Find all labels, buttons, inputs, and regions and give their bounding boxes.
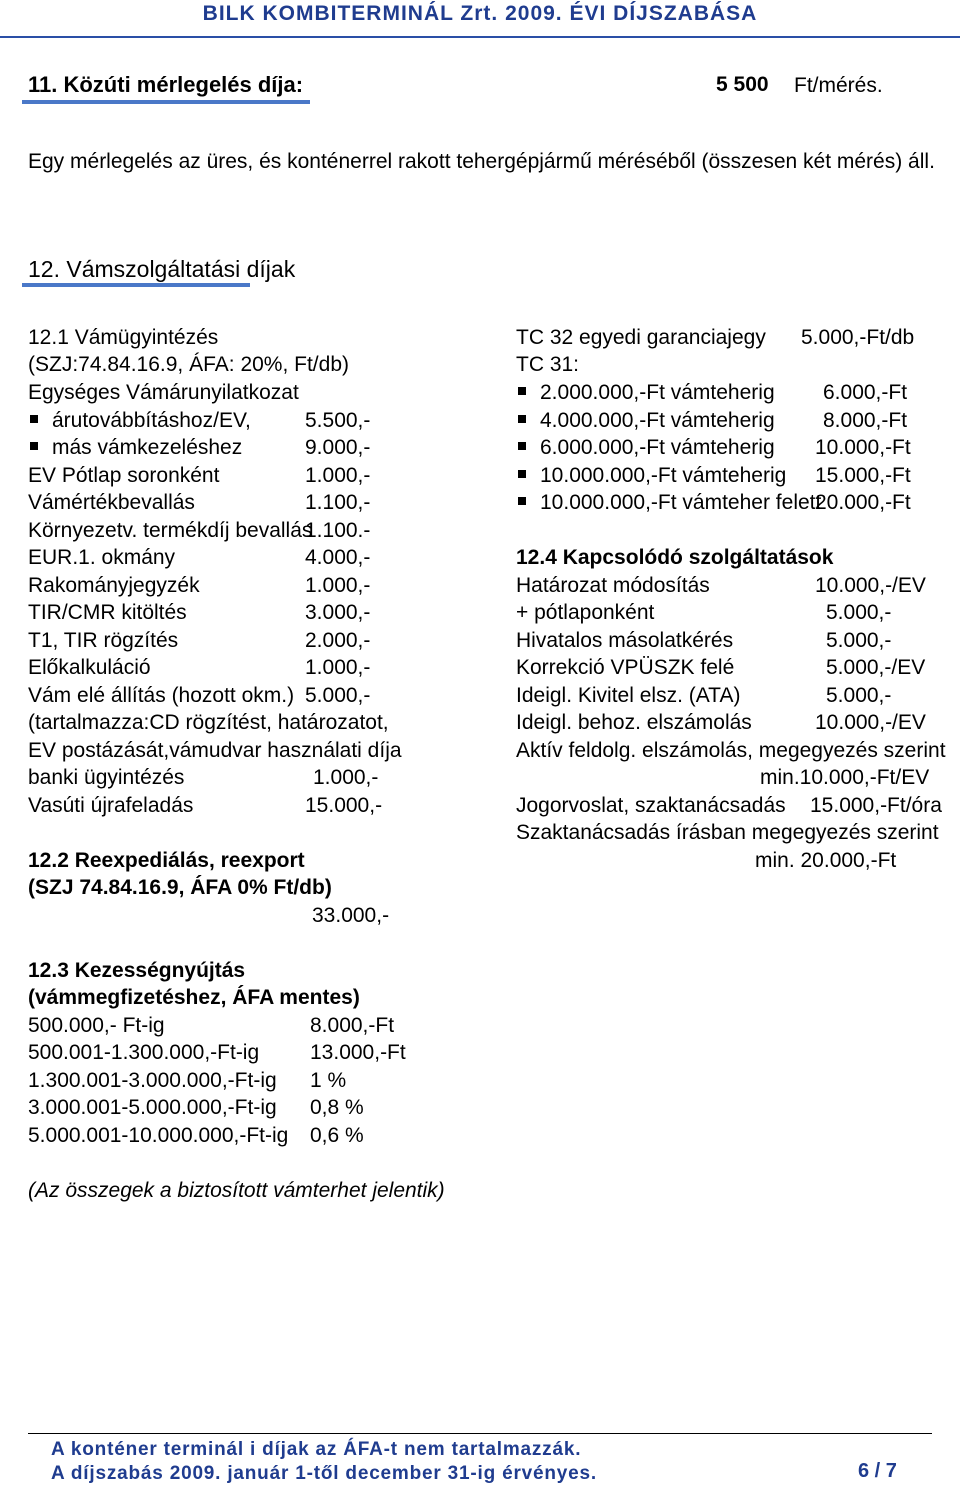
item-label: Rakományjegyzék [28,574,200,597]
item-label: T1, TIR rögzítés [28,629,179,652]
subsection-12-1-subtitle: (SZJ:74.84.16.9, ÁFA: 20%, Ft/db) [28,353,349,376]
item-label: Környezetv. termékdíj bevallás [28,519,313,542]
item-value: 1.000,- [305,574,371,597]
item-value: 1.100.- [305,519,371,542]
item-label: Aktív feldolg. elszámolás, megegyezés szerint [516,739,946,762]
subsection-12-1-title: 12.1 Vámügyintézés [28,326,219,349]
list-item [518,464,786,488]
item-value: 10.000,-Ft [815,436,911,459]
item-value: 10.000,-/EV [815,711,926,734]
item-value: 20.000,-Ft [815,491,911,514]
bullet-icon [518,497,526,505]
section-11-title: 11. Közúti mérlegelés díja: [28,72,304,97]
tc31-label: TC 31: [516,353,580,376]
note-line: EV postázását,vámudvar használati díja [28,739,402,762]
item-label: Ideigl. behoz. elszámolás [516,711,752,734]
item-value: 15.000,-Ft [815,464,911,487]
item-label: EV Pótlap soronként [28,464,220,487]
bullet-icon [518,387,526,395]
page-number: 6 / 7 [858,1460,897,1482]
item-value: min.10.000,-Ft/EV [760,766,930,789]
item-value: 1.000,- [305,464,371,487]
subsection-12-2-subtitle: (SZJ 74.84.16.9, ÁFA 0% Ft/db) [28,876,332,899]
footer-vat-note: A konténer terminál i díjak az ÁFA-t nem tartalmazzák. [51,1439,582,1460]
item-label: 1.300.001-3.000.000,-Ft-ig [28,1069,277,1092]
bullet-icon [30,442,38,450]
list-item [30,409,251,433]
item-value: 15.000,- [305,794,383,817]
section-11-description: Egy mérlegelés az üres, és konténerrel rakott tehergépjármű méréséből (összesen két mérés) áll. [28,150,935,173]
item-label: Határozat módosítás [516,574,710,597]
note-line: (tartalmazza:CD rögzítést, határozatot, [28,711,389,734]
item-label: TC 32 egyedi garanciajegy [516,326,766,349]
header-rule [0,36,960,38]
subsection-12-4-title: 12.4 Kapcsolódó szolgáltatások [516,546,834,569]
item-label: 500.001-1.300.000,-Ft-ig [28,1041,260,1064]
item-value: 0,6 % [310,1124,364,1147]
item-value: 1.100,- [305,491,371,514]
item-value: 5.000,-Ft/db [801,326,915,349]
item-label: + pótlaponként [516,601,655,624]
item-label: Jogorvoslat, szaktanácsadás [516,794,786,817]
item-value: 3.000,- [305,601,371,624]
section-12-title: 12. Vámszolgáltatási díjak [28,256,296,282]
item-value: 33.000,- [312,904,390,927]
list-item [518,491,821,515]
item-value: 1 % [310,1069,347,1092]
bullet-icon [518,470,526,478]
item-value: 6.000,-Ft [823,381,908,404]
subsection-12-3-title: 12.3 Kezességnyújtás [28,959,246,982]
item-value: 5.500,- [305,409,371,432]
item-label: Vámértékbevallás [28,491,195,514]
item-label: Vám elé állítás (hozott okm.) [28,684,295,707]
item-label: Szaktanácsadás írásban megegyezés szerint [516,821,939,844]
footer-validity-note: A díjszabás 2009. január 1-től december 31-ig érvényes. [51,1463,597,1484]
item-label: 5.000.001-10.000.000,-Ft-ig [28,1124,289,1147]
section-11-underline [22,100,310,104]
bullet-icon [30,415,38,423]
item-label: Hivatalos másolatkérés [516,629,734,652]
item-label: 500.000,- Ft-ig [28,1014,165,1037]
list-item [518,436,775,460]
item-label: árutovábbításhoz/EV, [52,409,251,432]
item-label: 6.000.000,-Ft vámteherig [540,436,775,459]
section-11-price: 5 500 [716,73,769,96]
item-value: 5.000,- [826,601,892,624]
item-value: 9.000,- [305,436,371,459]
item-value: 1.000,- [313,766,379,789]
list-item [518,409,775,433]
item-value: 8.000,-Ft [823,409,908,432]
item-label: 2.000.000,-Ft vámteherig [540,381,775,404]
item-value: 5.000,-/EV [826,656,926,679]
list-item [30,436,242,460]
section-12-underline [22,283,250,287]
item-label: más vámkezeléshez [52,436,243,459]
bullet-icon [518,415,526,423]
item-label: EUR.1. okmány [28,546,176,569]
item-value: min. 20.000,-Ft [755,849,897,872]
item-label: 4.000.000,-Ft vámteherig [540,409,775,432]
item-label: Ideigl. Kivitel elsz. (ATA) [516,684,741,707]
bullet-icon [518,442,526,450]
item-label: 10.000.000,-Ft vámteherig [540,464,787,487]
subsection-12-2-title: 12.2 Reexpediálás, reexport [28,849,305,872]
footer-rule [28,1433,932,1434]
customs-declaration-label: Egységes Vámárunyilatkozat [28,381,299,404]
item-value: 5.000,- [826,684,892,707]
item-label: 10.000.000,-Ft vámteher felett [540,491,822,514]
item-value: 5.000,- [826,629,892,652]
item-value: 10.000,-/EV [815,574,926,597]
item-value: 2.000,- [305,629,371,652]
item-value: 0,8 % [310,1096,364,1119]
item-value: 8.000,-Ft [310,1014,395,1037]
item-label: Vasúti újrafeladás [28,794,194,817]
item-label: TIR/CMR kitöltés [28,601,187,624]
list-item [518,381,775,405]
item-value: 13.000,-Ft [310,1041,406,1064]
item-label: Előkalkuláció [28,656,151,679]
item-value: 1.000,- [305,656,371,679]
item-label: Korrekció VPÜSZK felé [516,656,735,679]
guarantee-note: (Az összegek a biztosított vámterhet jelentik) [28,1179,445,1202]
item-value: 4.000,- [305,546,371,569]
item-label: banki ügyintézés [28,766,185,789]
item-label: 3.000.001-5.000.000,-Ft-ig [28,1096,277,1119]
document-header: BILK KOMBITERMINÁL Zrt. 2009. ÉVI DÍJSZABÁSA [202,2,758,25]
item-value: 5.000,- [305,684,371,707]
section-11-unit: Ft/mérés. [794,74,883,97]
subsection-12-3-subtitle: (vámmegfizetéshez, ÁFA mentes) [28,986,360,1009]
item-value: 15.000,-Ft/óra [810,794,942,817]
